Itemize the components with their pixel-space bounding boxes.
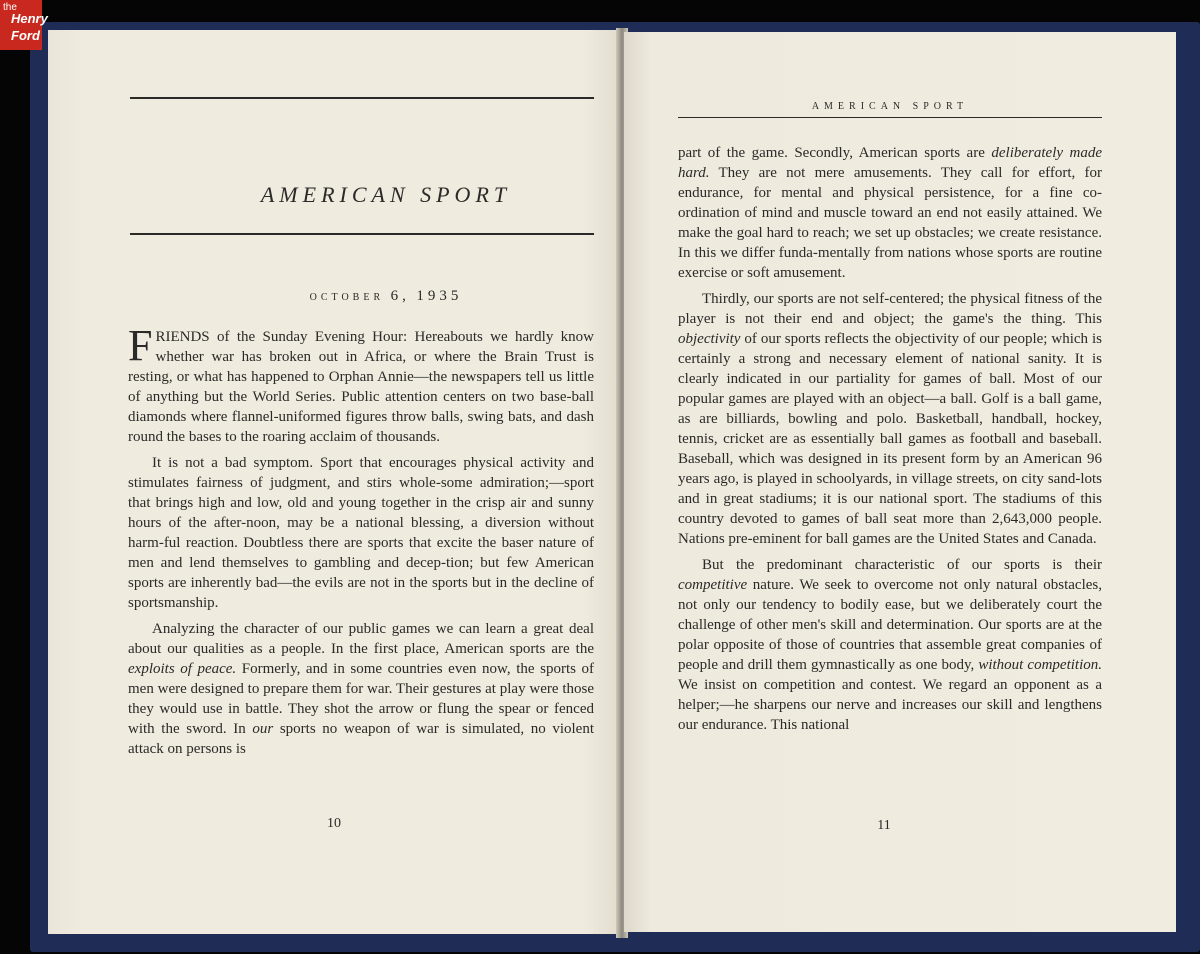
- paragraph: [128, 321, 594, 447]
- left-body-text: [128, 321, 595, 759]
- paragraph-text: part of the game. Secondly, American sports are: [678, 145, 992, 161]
- date-month: OCTOBER: [309, 292, 385, 303]
- paragraph-text: But the predominant characteristic of our sports is their: [702, 557, 1102, 573]
- emphasis: objectivity: [678, 331, 741, 347]
- left-page: [48, 30, 618, 934]
- running-head-rule: [678, 117, 1102, 118]
- top-rule: [130, 97, 594, 99]
- logo-text: Henry: [11, 11, 48, 26]
- paragraph: [678, 289, 1102, 549]
- paragraph-text: RIENDS of the Sunday Evening Hour: Hereabouts we hardly know whether war has broken out in Africa, or where the Brain Trust is resting, or what has happened to Orphan Annie—the newspapers tell us little of anything but the World Series. Public attention centers on two base-ball diamonds where flannel-uniformed figures throw balls, swing bats, and dash round the bases to the roaring acclaim of thousands.: [128, 329, 594, 445]
- paragraph-text: sports no weapon of war is simulated, no violent attack on persons is: [128, 721, 594, 757]
- emphasis: deliberately made hard.: [678, 145, 1102, 181]
- paragraph-text: They are not mere amusements. They call for effort, for endurance, for mental and physical persistence, for a fine co-ordination of mind and muscle toward an end not easily attained. We make the goal hard to reach; we set up obstacles; we create resistance. In this we differ funda-mentally from nations whose sports are routine exercise or soft amusement.: [678, 165, 1102, 281]
- paragraph-text: of our sports reflects the objectivity of our people; which is certainly a strong and necessary element of national sanity. It is clearly indicated in our partiality for games of ball. Most of our popular games are played with an object—a ball. Golf is a ball game, as are billiards, bowling and polo. Basketball, handball, hockey, tennis, cricket are as essentially ball games as football and baseball. Baseball, which was designed in its present form by an American 96 years ago, is played in schoolyards, in village streets, on city sand-lots and in great stadiums; it is our national sport. The stadiums of this country devoted to games of ball seat more than 2,643,000 people. Nations pre-eminent for ball games are the United States and Canada.: [678, 331, 1102, 547]
- emphasis: our: [252, 721, 274, 737]
- paragraph-text: Thirdly, our sports are not self-centered; the physical fitness of the player is not their end and object; the game's the thing. This: [678, 291, 1102, 327]
- paragraph: [678, 143, 1102, 283]
- date-day: 6,: [390, 288, 410, 304]
- paragraph: It is not a bad symptom. Sport that encourages physical activity and stimulates fairness of judgment, and stirs whole-some admiration;—sport that brings high and low, old and young together in the crisp air and sunny hours of the after-noon, may be a national blessing, a diversion without harm-ful reaction. Doubtless there are sports that excite the baser nature of men and lend themselves to gambling and decep-tion; but few American sports are inherently bad—the evils are not in the sports but in the decline of sportsmanship.: [128, 455, 594, 611]
- date-line: [178, 288, 594, 305]
- henry-ford-logo: [0, 0, 48, 50]
- emphasis: exploits of peace.: [128, 661, 237, 677]
- title-rule: [130, 233, 594, 235]
- page-number: 11: [877, 818, 891, 833]
- chapter-title: AMERICAN SPORT: [260, 182, 512, 207]
- drop-cap: F: [128, 321, 153, 370]
- paragraph-text: We insist on competition and contest. We regard an opponent as a helper;—he sharpens our nerve and increases our skill and lengthens our endurance. This national: [678, 677, 1102, 733]
- paragraph-text: nature. We seek to overcome not only natural obstacles, not only our tendency to bodily ease, but we deliberately court the challenge of other men's skill and determination. Our sports are at the polar opposite of those of countries that assemble great companies of people and drill them gymnastically as one body,: [678, 577, 1102, 673]
- right-page: [624, 32, 1176, 932]
- paragraph: [678, 555, 1102, 735]
- logo-text: the: [3, 2, 17, 13]
- right-body-text: [678, 143, 1102, 735]
- paragraph-text: Formerly, and in some countries even now, the sports of men were designed to prepare them for war. Their gestures at play were those they would use in battle. They shot the arrow or flung the spear or fenced with the sword. In: [128, 661, 595, 737]
- emphasis: competitive: [678, 577, 748, 593]
- paragraph-text: Analyzing the character of our public games we can learn a great deal about our qualities as a people. In the first place, American sports are the: [128, 621, 594, 657]
- running-head: AMERICAN SPORT: [811, 101, 969, 112]
- logo-text: Ford: [11, 28, 40, 43]
- emphasis: without competition.: [978, 657, 1102, 673]
- paragraph: [128, 619, 594, 759]
- date-year: 1935: [416, 288, 463, 304]
- page-number: 10: [327, 816, 341, 831]
